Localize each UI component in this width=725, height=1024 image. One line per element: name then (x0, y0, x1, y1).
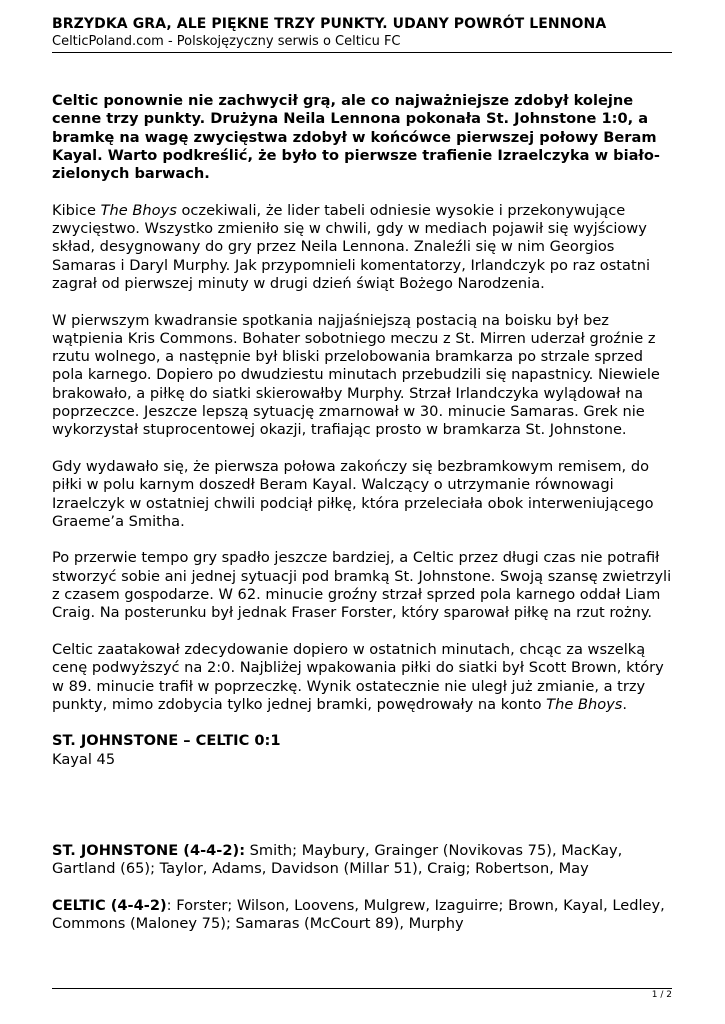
site-subtitle: CelticPoland.com - Polskojęzyczny serwis o Celticu FC (52, 34, 401, 49)
match-scorers: Kayal 45 (52, 750, 116, 768)
away-lineup-players: : Forster; Wilson, Loovens, Mulgrew, Izaguirre; Brown, Kayal, Ledley, Commons (Maloney 75); Samaras (McCourt 89), Murphy (52, 896, 665, 933)
home-lineup-players: Smith; Maybury, Grainger (Novikovas 75), MacKay, Gartland (65); Taylor, Adams, Davidson (Millar 51), Craig; Robertson, May (52, 841, 623, 878)
page-number: 1 / 2 (651, 990, 672, 1000)
paragraph-2: W pierwszym kwadransie spotkania najjaśniejszą postacią na boisku był bez wątpienia Kris Commons. Bohater sobotniego meczu z St. Mirren uderzał groźnie z rzutu wolnego, a następnie był bliski przelobowania bramkarza po strzale sprzed pola karnego. Dopiero po dwudziestu minutach przebudzili się napastnicy. Niewiele brakowało, a piłkę do siatki skierowałby Murphy. Strzał Irlandczyka wylądował na poprzeczce. Jeszcze lepszą sytuację zmarnował w 30. minucie Samaras. Grek nie wykorzystał stuprocentowej okazji, trafiając prosto w bramkarza St. Johnstone. (52, 311, 660, 439)
paragraph-5 (52, 641, 672, 714)
document-page (52, 0, 672, 1024)
paragraph-1 (52, 202, 672, 293)
paragraph-1-text-a: Kibice (52, 201, 101, 219)
paragraph-5-text-a: Celtic zaatakował zdecydowanie dopiero w ostatnich minutach, chcąc za wszelką cenę podwyższyć na 2:0. Najbliżej wpakowania piłki do siatki był Scott Brown, który w 89. minucie trafił w poprzeczkę. Wynik ostatecznie nie uległ już zmianie, a trzy punkty, mimo zdobycia tylko jednej bramki, powędrowały na konto (52, 640, 664, 713)
paragraph-5-text-b: . (622, 695, 628, 713)
article-lead: Celtic ponownie nie zachwycił grą, ale co najważniejsze zdobył kolejne cenne trzy punkty. Drużyna Neila Lennona pokonała St. Johnstone 1:0, a bramkę na wagę zwycięstwa zdobył w końcówce pierwszej połowy Beram Kayal. Warto podkreślić, że było to pierwsze trafienie Izraelczyka w biało-zielonych barwach. (52, 92, 660, 183)
page-header (52, 15, 672, 50)
paragraph-1-italic: The Bhoys (100, 201, 177, 219)
footer-divider (52, 988, 672, 989)
article-title: BRZYDKA GRA, ALE PIĘKNE TRZY PUNKTY. UDANY POWRÓT LENNONA (52, 16, 607, 32)
paragraph-1-text-b: oczekiwali, że lider tabeli odniesie wysokie i przekonywujące zwycięstwo. Wszystko zmieniło się w chwili, gdy w mediach pojawił się wyjściowy skład, desygnowany do gry przez Neila Lennona. Znaleźli się w nim Georgios Samaras i Daryl Murphy. Jak przypomnieli komentatorzy, Irlandczyk po raz ostatni zagrał od pierwszej minuty w drugi dzień świąt Bożego Narodzenia. (52, 201, 650, 292)
paragraph-4: Po przerwie tempo gry spadło jeszcze bardziej, a Celtic przez długi czas nie potrafił stworzyć sobie ani jednej sytuacji pod bramką St. Johnstone. Swoją szansę zwietrzyli z czasem gospodarze. W 62. minucie groźny strzał sprzed pola karnego oddał Liam Craig. Na posterunku był jednak Fraser Forster, który sparował piłkę na rzut rożny. (52, 549, 672, 622)
away-lineup (52, 897, 672, 934)
match-score: ST. JOHNSTONE – CELTIC 0:1 (52, 732, 281, 750)
home-lineup (52, 842, 672, 879)
home-lineup-label: ST. JOHNSTONE (4-4-2): (52, 841, 246, 859)
article-body (52, 92, 672, 952)
paragraph-5-italic: The Bhoys (546, 695, 623, 713)
paragraph-3: Gdy wydawało się, że pierwsza połowa zakończy się bezbramkowym remisem, do piłki w polu karnym doszedł Beram Kayal. Walczący o utrzymanie równowagi Izraelczyk w ostatniej chwili podciął piłkę, która przeleciała obok interweniującego Graeme’a Smitha. (52, 457, 654, 530)
header-divider (52, 52, 672, 53)
away-lineup-label: CELTIC (4-4-2) (52, 896, 167, 914)
